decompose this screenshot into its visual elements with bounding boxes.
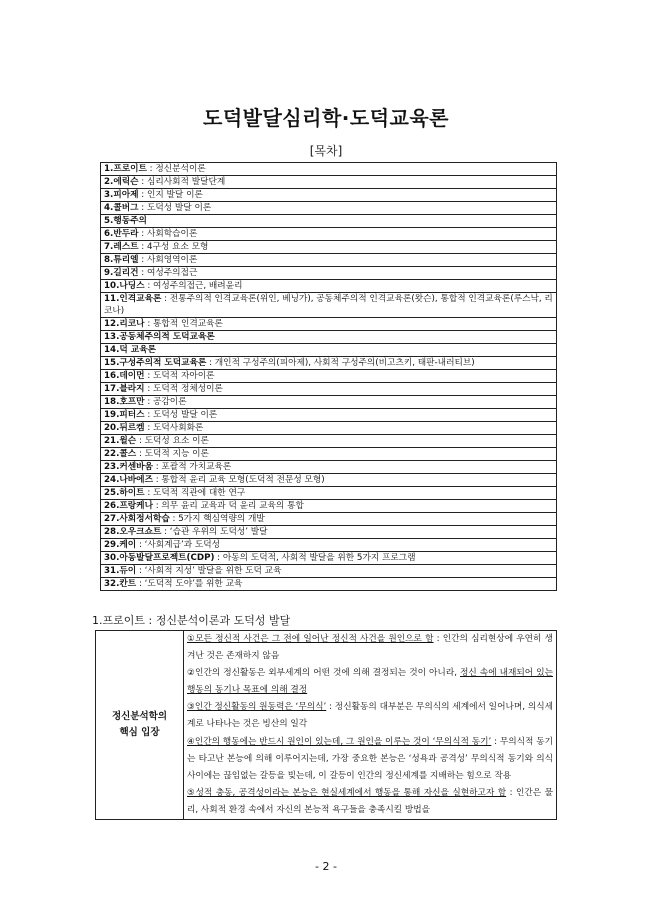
toc-item-name: 1.프로이트 <box>104 164 147 174</box>
toc-item-desc: : 4구성 요소 모형 <box>138 242 209 252</box>
toc-item-name: 16.데이먼 <box>104 371 145 381</box>
toc-cell <box>101 383 557 396</box>
toc-item-desc: : 여성주의접근 <box>138 268 198 278</box>
toc-cell <box>101 552 557 565</box>
toc-item-name: 17.블라지 <box>104 384 145 394</box>
toc-item-desc: : 개인적 구성주의(피아제), 사회적 구성주의(비고츠키, 태판-내러티브) <box>206 358 475 368</box>
paragraph-5: ⑤성적 충동, 공격성이라는 본능은 현실세계에서 행동을 통해 자신을 실현하고자 함 : 인간은 물리, 사회적 환경 속에서 자신의 본능적 욕구들을 충족시킬 방법을 <box>187 787 554 815</box>
toc-item-name: 8.튜리엘 <box>104 255 139 265</box>
toc-item-name: 3.피아제 <box>104 190 139 200</box>
toc-item-desc: : 통합적 인격교육론 <box>144 319 223 329</box>
toc-item-desc: : 도덕적 지능 이론 <box>136 449 209 459</box>
toc-item-name: 29.케이 <box>104 540 137 550</box>
toc-item-name: 2.에릭슨 <box>104 177 139 187</box>
toc-item-name: 24.나바에즈 <box>104 475 153 485</box>
toc-item-desc: : ‘사회적 지성’ 발달을 위한 도덕 교육 <box>136 566 282 576</box>
toc-row <box>101 176 557 189</box>
toc-item-name: 23.커센바움 <box>104 462 153 472</box>
toc-item-desc: : 도덕성 발달 이론 <box>144 410 218 420</box>
toc-row <box>101 526 557 539</box>
toc-table <box>100 162 557 591</box>
page-number: - 2 - <box>315 860 337 873</box>
toc-item-name: 26.프랑케나 <box>104 501 153 511</box>
toc-cell <box>101 254 557 267</box>
toc-item-name: 15.구성주의적 도덕교육론 <box>104 358 207 368</box>
toc-item-name: 9.길리건 <box>104 268 139 278</box>
toc-row <box>101 500 557 513</box>
toc-item-desc: : 공감이론 <box>144 397 187 407</box>
toc-caption: [목차] <box>309 144 343 158</box>
toc-row <box>101 461 557 474</box>
toc-item-name: 12.리코나 <box>104 319 145 329</box>
toc-cell <box>101 241 557 254</box>
toc-row <box>101 539 557 552</box>
toc-item-name: 20.뒤르켐 <box>104 423 145 433</box>
toc-item-desc: : 통합적 윤리 교육 모형(도덕적 전문성 모형) <box>152 475 325 485</box>
toc-row <box>101 202 557 215</box>
toc-item-name: 21.윌슨 <box>104 436 137 446</box>
toc-cell <box>101 526 557 539</box>
toc-row <box>101 318 557 331</box>
toc-cell <box>101 293 557 318</box>
toc-item-name: 4.콜버그 <box>104 203 139 213</box>
toc-item-name: 5.행동주의 <box>104 216 147 226</box>
toc-cell <box>101 487 557 500</box>
toc-item-name: 11.인격교육론 <box>104 294 162 304</box>
toc-row <box>101 331 557 344</box>
toc-cell <box>101 409 557 422</box>
toc-cell <box>101 344 557 357</box>
toc-item-desc: : 도덕성 발달 이론 <box>138 203 212 213</box>
toc-item-desc: : 5가지 핵심역량의 개발 <box>169 514 265 524</box>
toc-row <box>101 293 557 318</box>
toc-item-desc: : 인지 발달 이론 <box>138 190 203 200</box>
toc-item-desc: : 여성주의접근, 배려윤리 <box>144 281 243 291</box>
document-title: 도덕발달심리학·도덕교육론 <box>203 106 449 130</box>
toc-row <box>101 487 557 500</box>
toc-item-name: 18.호프만 <box>104 397 145 407</box>
toc-item-name: 19.피터스 <box>104 410 145 420</box>
toc-row <box>101 267 557 280</box>
toc-cell <box>101 370 557 383</box>
toc-item-desc: : ‘도덕적 도야’를 위한 교육 <box>136 579 243 589</box>
toc-item-desc: : 심리사회적 발달단계 <box>138 177 226 187</box>
toc-cell <box>101 435 557 448</box>
toc-item-desc: : ‘습관 우위의 도덕성’ 발달 <box>161 527 268 537</box>
toc-item-desc: : 의무 윤리 교육과 덕 윤리 교육의 통합 <box>152 501 304 511</box>
toc-cell <box>101 357 557 370</box>
toc-item-name: 6.반두라 <box>104 229 139 239</box>
row-label-line2: 핵심 입장 <box>119 727 160 739</box>
toc-cell <box>101 578 557 591</box>
paragraph-1: ①모든 정신적 사건은 그 전에 일어난 정신적 사건을 원인으로 함 : 인간의 심리현상에 우연히 생겨난 것은 존재하지 않음 <box>187 634 553 662</box>
toc-item-name: 32.칸트 <box>104 579 137 589</box>
toc-item-desc: : 정신분석이론 <box>146 164 206 174</box>
toc-cell <box>101 202 557 215</box>
toc-item-name: 10.나딩스 <box>104 281 145 291</box>
toc-row <box>101 344 557 357</box>
toc-row <box>101 448 557 461</box>
toc-row <box>101 228 557 241</box>
toc-item-desc: : 도덕적 직관에 대한 연구 <box>144 488 246 498</box>
toc-row <box>101 280 557 293</box>
toc-item-desc: : 아동의 도덕적, 사회적 발달을 위한 5가지 프로그램 <box>214 553 416 563</box>
freud-core-table <box>95 630 557 820</box>
toc-row <box>101 513 557 526</box>
toc-item-name: 7.레스트 <box>104 242 139 252</box>
row-content <box>184 631 557 820</box>
toc-row <box>101 254 557 267</box>
toc-item-desc: : 전통주의적 인격교육론(위인, 베닝가), 공동체주의적 인격교육론(왓슨), 통합적 인격교육론(루스낙, 리코나) <box>104 294 553 316</box>
toc-cell <box>101 331 557 344</box>
toc-cell <box>101 267 557 280</box>
paragraph-3: ③인간 정신활동의 원동력은 ‘무의식’ : 정신활동의 대부분은 무의식의 세계에서 일어나며, 의식세계로 나타나는 것은 빙산의 일각 <box>187 702 553 730</box>
toc-item-desc: : 사회학습이론 <box>138 229 198 239</box>
toc-item-desc: : 도덕성 요소 이론 <box>136 436 209 446</box>
toc-cell <box>101 163 557 176</box>
section-heading: 1.프로이트 : 정신분석이론과 도덕성 발달 <box>92 614 291 627</box>
toc-cell <box>101 448 557 461</box>
toc-cell <box>101 215 557 228</box>
toc-row <box>101 435 557 448</box>
toc-row <box>101 578 557 591</box>
toc-row <box>101 163 557 176</box>
toc-row <box>101 383 557 396</box>
toc-cell <box>101 228 557 241</box>
toc-item-name: 14.덕 교육론 <box>104 345 156 355</box>
row-label <box>96 631 184 820</box>
toc-cell <box>101 513 557 526</box>
row-label-line1: 정신분석학의 <box>111 711 168 723</box>
toc-item-desc: : 포괄적 가치교육론 <box>152 462 232 472</box>
toc-cell <box>101 461 557 474</box>
toc-row <box>101 189 557 202</box>
toc-cell <box>101 565 557 578</box>
toc-cell <box>101 318 557 331</box>
toc-row <box>101 422 557 435</box>
toc-row <box>101 552 557 565</box>
toc-cell <box>101 500 557 513</box>
toc-item-desc: : 도덕적 자아이론 <box>144 371 215 381</box>
toc-row <box>101 357 557 370</box>
toc-cell <box>101 474 557 487</box>
toc-item-name: 31.듀이 <box>104 566 137 576</box>
toc-cell <box>101 422 557 435</box>
toc-item-name: 25.하이트 <box>104 488 145 498</box>
toc-row <box>101 396 557 409</box>
toc-row <box>101 215 557 228</box>
toc-item-name: 30.아동발달프로젝트(CDP) <box>104 553 215 563</box>
toc-cell <box>101 396 557 409</box>
toc-cell <box>101 280 557 293</box>
toc-cell <box>101 176 557 189</box>
toc-item-desc: : 도덕적 정체성이론 <box>144 384 223 394</box>
toc-item-desc: : 도덕사회화론 <box>144 423 204 433</box>
toc-item-name: 27.사회정서학습 <box>104 514 170 524</box>
toc-item-name: 28.오우크쇼트 <box>104 527 162 537</box>
toc-item-desc: : ‘사회계급’과 도덕성 <box>136 540 221 550</box>
paragraph-2: ②인간의 정신활동은 외부세계의 어떤 것에 의해 결정되는 것이 아니라, 정신 속에 내재되어 있는 행동의 동기나 목표에 의해 결정 <box>187 668 553 696</box>
toc-row <box>101 409 557 422</box>
toc-row <box>101 370 557 383</box>
toc-cell <box>101 539 557 552</box>
toc-row <box>101 565 557 578</box>
toc-row <box>101 474 557 487</box>
toc-item-name: 22.콜스 <box>104 449 137 459</box>
toc-item-name: 13.공동체주의적 도덕교육론 <box>104 332 215 342</box>
toc-cell <box>101 189 557 202</box>
toc-row <box>101 241 557 254</box>
paragraph-4: ④인간의 행동에는 반드시 원인이 있는데, 그 원인을 이루는 것이 ‘무의식적 동기’ : 무의식적 동기는 타고난 본능에 의해 이루어지는데, 가장 중요한 본능은 ‘성욕과 공격성’ 무의식적 동기와 의식 사이에는 끊임없는 갈등을 빚는데, 이 갈등이 인간의 정신세계를 지배하는 힘으로 작용 <box>187 736 554 781</box>
toc-item-desc: : 사회영역이론 <box>138 255 198 265</box>
